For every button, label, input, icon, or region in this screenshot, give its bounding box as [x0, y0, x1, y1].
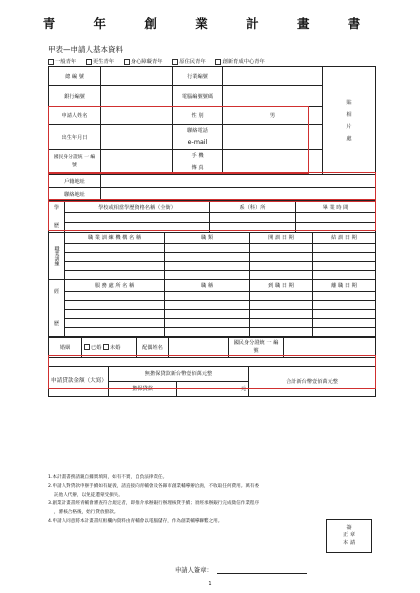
category-option[interactable]: 一般青年	[48, 57, 76, 65]
work-cell[interactable]	[65, 328, 165, 337]
signature-line[interactable]	[217, 567, 307, 574]
category-option[interactable]: 創新育成中心青年	[215, 57, 264, 65]
industry-code-label: 行業編號	[173, 67, 223, 86]
job-title-header: 職 稱	[165, 280, 250, 292]
secured-loan-label: 擔保貸款	[109, 381, 177, 396]
applicant-category-row	[48, 57, 378, 65]
employer-header: 服 務 處 所 名 稱	[65, 280, 165, 292]
marriage-options	[82, 337, 137, 357]
leave-date-header: 離 職 日 期	[313, 280, 376, 292]
total-number-label: 總 編 號	[49, 67, 101, 86]
education-table	[48, 201, 376, 233]
contact-address-field[interactable]	[101, 188, 376, 201]
work-cell[interactable]	[165, 310, 250, 319]
gender-value[interactable]: 男	[223, 107, 323, 125]
work-cell[interactable]	[313, 292, 376, 301]
work-cell[interactable]	[250, 301, 313, 310]
school-name-cell[interactable]	[65, 213, 210, 223]
bank-code-label: 銀行編號	[49, 86, 101, 107]
birth-date-field[interactable]	[101, 125, 173, 150]
contact-field[interactable]	[223, 125, 323, 150]
checkbox-icon[interactable]	[124, 59, 130, 65]
training-cell[interactable]	[165, 243, 250, 252]
checkbox-icon[interactable]	[215, 59, 221, 65]
bank-code-field[interactable]	[101, 86, 173, 107]
training-cell[interactable]	[250, 252, 313, 261]
checkbox-icon[interactable]	[84, 344, 90, 350]
work-cell[interactable]	[250, 328, 313, 337]
work-cell[interactable]	[313, 310, 376, 319]
training-cell[interactable]	[165, 270, 250, 279]
computer-code-field[interactable]	[223, 86, 323, 107]
work-cell[interactable]	[250, 310, 313, 319]
unsecured-loan[interactable]: 無擔保貸款新台幣壹佰萬元整	[109, 366, 249, 381]
training-cell[interactable]	[313, 252, 376, 261]
training-cell[interactable]	[313, 243, 376, 252]
work-cell[interactable]	[313, 301, 376, 310]
training-cell[interactable]	[313, 270, 376, 279]
marriage-table	[48, 337, 376, 358]
gender-label: 性 別	[173, 107, 223, 125]
training-side-label: 職業訓練	[49, 232, 65, 279]
work-cell[interactable]	[250, 319, 313, 328]
work-side-label: 經 歷	[49, 280, 65, 337]
applicant-form	[48, 66, 375, 397]
training-org-header: 職 業 訓 練 機 構 名 稱	[65, 232, 165, 243]
household-address-label: 戶籍地址	[49, 175, 101, 188]
contact-address-label: 聯絡地址	[49, 188, 101, 201]
industry-code-field[interactable]	[223, 67, 323, 86]
phone-label: 聯絡電話	[187, 128, 208, 134]
form-subtitle: 甲表—申請人基本資料	[48, 45, 123, 54]
basic-info-table	[48, 66, 376, 175]
signature-label: 申請人簽章：	[175, 567, 213, 574]
department-cell[interactable]	[210, 213, 296, 223]
training-cell[interactable]	[65, 243, 165, 252]
work-cell[interactable]	[65, 301, 165, 310]
computer-code-label: 電腦編號號碼	[173, 86, 223, 107]
contact-labels	[173, 125, 223, 150]
training-cell[interactable]	[165, 261, 250, 270]
note-item: 託他人代辦，以免徒遭蒙受損失。	[54, 492, 123, 498]
work-cell[interactable]	[65, 310, 165, 319]
education-side-label: 學 歷	[49, 201, 65, 232]
note-item: 4.申請人同意將本計畫書紅框欄內資料由青輔會以電腦儲存，作為創業輔導聯繫之用。	[48, 518, 223, 524]
spouse-id-field[interactable]	[284, 337, 376, 357]
work-cell[interactable]	[65, 292, 165, 301]
school-name-cell[interactable]	[65, 222, 210, 232]
work-cell[interactable]	[65, 319, 165, 328]
training-type-header: 職 類	[165, 232, 250, 243]
training-cell[interactable]	[165, 252, 250, 261]
checkbox-icon[interactable]	[86, 59, 92, 65]
photo-box[interactable]: 貼 相 片 處	[323, 67, 376, 175]
spouse-name-label: 配偶姓名	[137, 337, 169, 357]
marriage-label: 婚姻	[49, 337, 82, 357]
work-cell[interactable]	[165, 328, 250, 337]
work-cell[interactable]	[165, 292, 250, 301]
work-cell[interactable]	[165, 301, 250, 310]
graduation-cell[interactable]	[296, 213, 376, 223]
page-title: 青 年 創 業 計 畫 書	[42, 16, 378, 31]
applicant-name-field[interactable]	[101, 107, 173, 125]
loan-total[interactable]: 合計新台幣壹佰萬元整	[249, 366, 376, 396]
email-label: e-mail	[187, 139, 208, 146]
work-cell[interactable]	[313, 328, 376, 337]
fax-label: 傳 真	[191, 165, 204, 171]
hire-date-header: 到 職 日 期	[250, 280, 313, 292]
applicant-signature[interactable]	[175, 565, 307, 574]
training-cell[interactable]	[250, 243, 313, 252]
training-cell[interactable]	[313, 261, 376, 270]
loan-amount-label: 申請貸款金額（大寫）	[49, 366, 109, 396]
confirmation-stamp-box[interactable]: 簽 正 章 本 請	[326, 519, 372, 553]
work-history-table	[48, 279, 376, 337]
graduation-header: 畢 業 時 間	[296, 201, 376, 213]
applicant-name-label: 申請人姓名	[49, 107, 101, 125]
page-number: 1	[208, 581, 212, 587]
mobile-label: 手 機	[191, 153, 204, 159]
training-start-header: 開 訓 日 期	[250, 232, 313, 243]
national-id-field[interactable]	[101, 150, 173, 175]
training-cell[interactable]	[65, 270, 165, 279]
checkbox-icon[interactable]	[172, 59, 178, 65]
work-cell[interactable]	[313, 319, 376, 328]
birth-date-label: 出生年月日	[49, 125, 101, 150]
spouse-id-label: 國民身分證統 一 編 號	[229, 337, 284, 357]
national-id-label: 國民身分證統 一 編 號	[49, 150, 101, 175]
total-number-field[interactable]	[101, 67, 173, 86]
department-header: 系（科）所	[210, 201, 296, 213]
graduation-cell[interactable]	[296, 222, 376, 232]
training-cell[interactable]	[65, 261, 165, 270]
address-table	[48, 174, 376, 201]
department-cell[interactable]	[210, 222, 296, 232]
mobile-fax-field[interactable]	[223, 150, 323, 175]
spouse-name-field[interactable]	[169, 337, 229, 357]
category-option[interactable]: 更生青年	[86, 57, 114, 65]
single-option[interactable]: 未婚	[103, 345, 120, 351]
note-item: 3.創業計畫書經青輔會審查符合規定者，即推介承辦銀行辦理核貸手續；須經承辦銀行完成徵信作業程序	[48, 501, 260, 507]
training-cell[interactable]	[250, 261, 313, 270]
note-item: 2.申請人對貸款申辦手續如有疑義，請直接向青輔會及各縣市創業輔導辦洽詢，不收取任何費用。萬有委	[48, 483, 260, 489]
work-cell[interactable]	[250, 292, 313, 301]
mobile-fax-labels	[173, 150, 223, 175]
training-table	[48, 232, 376, 280]
loan-table	[48, 366, 376, 397]
household-address-field[interactable]	[101, 175, 376, 188]
training-cell[interactable]	[65, 252, 165, 261]
secured-loan-field[interactable]: 元	[177, 381, 249, 396]
training-end-header: 結 訓 日 期	[313, 232, 376, 243]
notes-section	[48, 474, 370, 527]
school-name-header: 學校或相當學歷資格名稱（全銜）	[65, 201, 210, 213]
work-cell[interactable]	[165, 319, 250, 328]
married-option[interactable]: 已婚	[84, 345, 101, 351]
checkbox-icon[interactable]	[48, 59, 54, 65]
training-cell[interactable]	[250, 270, 313, 279]
checkbox-icon[interactable]	[103, 344, 109, 350]
note-item: ，審核合格後，始行貸放撥款。	[54, 510, 119, 516]
category-option[interactable]: 身心障礙青年	[124, 57, 163, 65]
note-item: 1.本計畫書務請親自據實填寫，如有不實，自負法律責任。	[48, 475, 168, 480]
category-option[interactable]: 原住民青年	[172, 57, 206, 65]
